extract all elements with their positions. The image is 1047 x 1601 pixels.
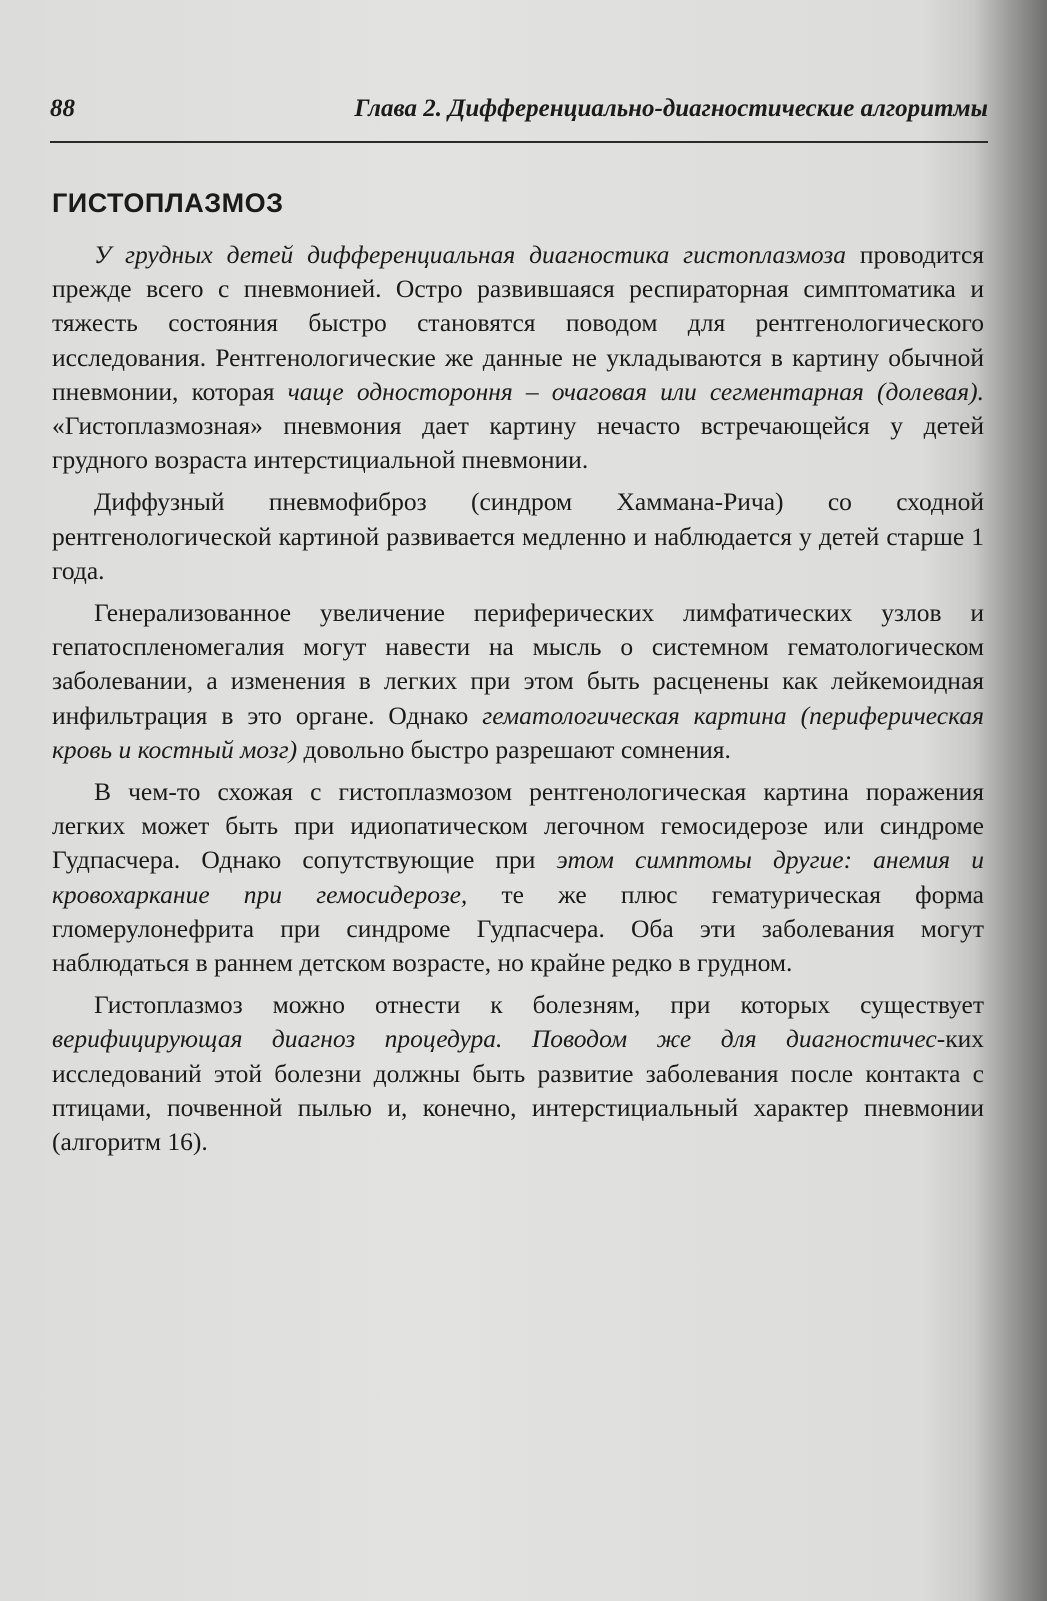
italic-text-segment: У грудных детей дифференциальная диагностика гистоплазмоза	[94, 240, 846, 269]
page-number: 88	[50, 95, 75, 122]
italic-text-segment: верифицирующая диагноз процедура. Поводом же для диагностичес-	[52, 1024, 946, 1054]
paragraph	[52, 596, 984, 767]
section-heading: ГИСТОПЛАЗМОЗ	[52, 188, 284, 218]
paragraph	[52, 485, 984, 588]
text-segment: довольно быстро разрешают сомнения.	[297, 734, 731, 764]
text-segment: Гистоплазмоз можно отнести к болезням, при которых существует	[94, 990, 984, 1020]
italic-text-segment: гематологическая картина (периферическая кровь и костный мозг)	[52, 700, 984, 764]
text-segment: те же плюс гематурическая форма гломерулонефрита при синдроме Гудпасчера. Оба эти заболевания могут наблюдаться в раннем детском возрасте, но крайне редко в грудном.	[52, 879, 985, 978]
text-segment: ких исследований этой болезни должны быть развитие заболевания после контакта с птицами, почвенной пылью и, конечно, интерстициальный характер пневмонии (алгоритм 16).	[52, 1024, 984, 1157]
paragraph	[52, 775, 984, 980]
header-rule	[50, 141, 988, 143]
paragraph	[52, 988, 984, 1159]
text-segment: проводится прежде всего с пневмонией. Остро развившаяся респираторная симптоматика и тяжесть состояния быстро становятся поводом для рентгенологического исследования. Рентгенологические же данные не укладываются в картину обычной пневмонии, которая	[52, 240, 984, 406]
paragraph	[52, 238, 984, 477]
body-text	[52, 238, 984, 1159]
italic-text-segment: чаще одностороння – очаговая или сегментарная (долевая).	[287, 376, 984, 406]
chapter-title: Глава 2. Дифференциально-диагностические алгоритмы	[354, 95, 988, 122]
text-segment: В чем-то схожая с гистоплазмозом рентгенологическая картина поражения легких может быть при идиопатическом легочном гемосидерозе или синдроме Гудпасчера. Однако сопутствующие при	[52, 777, 984, 875]
text-segment: Генерализованное увеличение периферических лимфатических узлов и гепатоспленомегалия могут навести на мысль о системном гематологическом заболевании, а изменения в легких при этом быть расценены как лейкемоидная инфильтрация в это органе. Однако	[52, 598, 984, 730]
text-segment: «Гистоплазмозная» пневмония дает картину нечасто встречающейся у детей грудного возраста интерстициальной пневмонии.	[52, 411, 984, 475]
running-head	[50, 95, 988, 135]
italic-text-segment: этом симптомы другие: анемия и кровохаркание при гемосидерозе,	[52, 845, 984, 909]
text-segment: Диффузный пневмофиброз (синдром Хаммана-Рича) со сходной рентгенологической картиной развивается медленно и наблюдается у детей старше 1 года.	[52, 487, 984, 585]
